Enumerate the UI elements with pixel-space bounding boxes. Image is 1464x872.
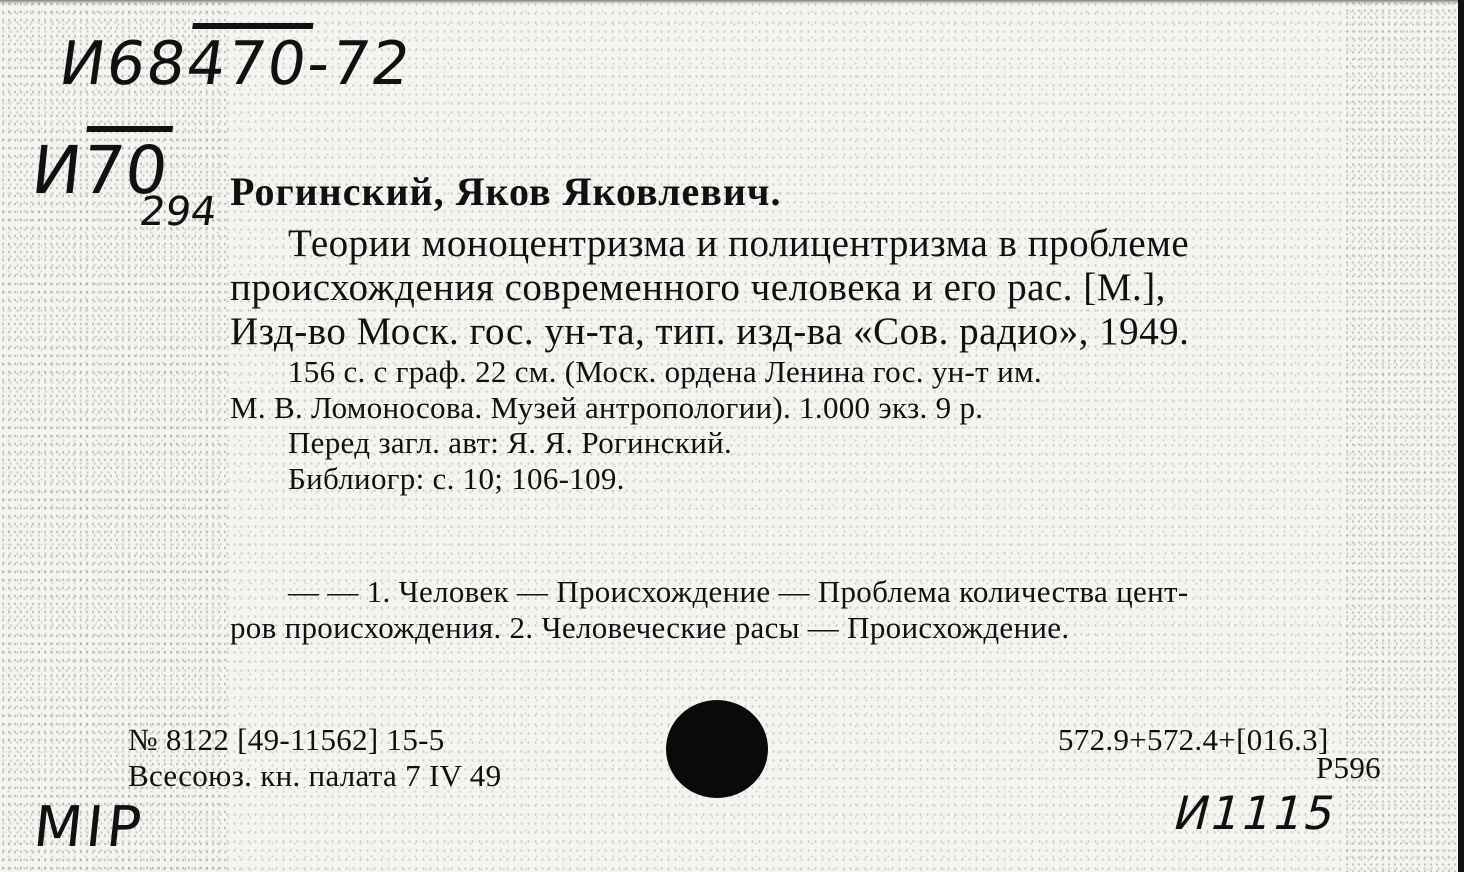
body-line-1: Теории моноцентризма и полицентризма в проблеме [288, 222, 1190, 265]
body-line-2: происхождения современного человека и его рас. [М.], [230, 266, 1166, 309]
punch-hole [666, 700, 768, 798]
handwritten-bottom-left: МІР [30, 795, 149, 860]
right-edge [1458, 0, 1464, 872]
top-edge [0, 0, 1464, 4]
footer-publisher: Всесоюз. кн. палата 7 IV 49 [128, 758, 502, 793]
subject-line-1: — — 1. Человек — Происхождение — Проблема количества цент- [288, 574, 1189, 609]
body-line-6: Перед загл. авт: Я. Я. Рогинский. [288, 425, 733, 460]
handwritten-shelf-mark: И70 [28, 132, 173, 209]
author-heading: Рогинский, Яков Яковлевич. [230, 169, 782, 214]
classification-index: 572.9+572.4+[016.3] [1058, 722, 1329, 757]
handwritten-call-number: И68470-72 [55, 29, 417, 99]
right-smudge [1344, 0, 1464, 872]
body-line-5: М. В. Ломоносова. Музей антропологии). 1.000 экз. 9 р. [230, 390, 984, 425]
author-code: Р596 [1316, 750, 1381, 785]
footer-record-number: № 8122 [49-11562] 15-5 [128, 722, 445, 757]
body-line-4: 156 с. с граф. 22 см. (Моск. ордена Ленина гос. ун-т им. [288, 354, 1042, 389]
handwritten-shelf-mark-sub: 294 [136, 189, 220, 235]
body-line-3: Изд-во Моск. гос. ун-та, тип. изд-ва «Сов. радио», 1949. [230, 310, 1190, 353]
body-line-7: Библиогр: с. 10; 106-109. [288, 461, 625, 496]
handwritten-bottom-right: И1115 [1168, 786, 1344, 840]
subject-line-2: ров происхождения. 2. Человеческие расы — Происхождение. [230, 610, 1070, 645]
